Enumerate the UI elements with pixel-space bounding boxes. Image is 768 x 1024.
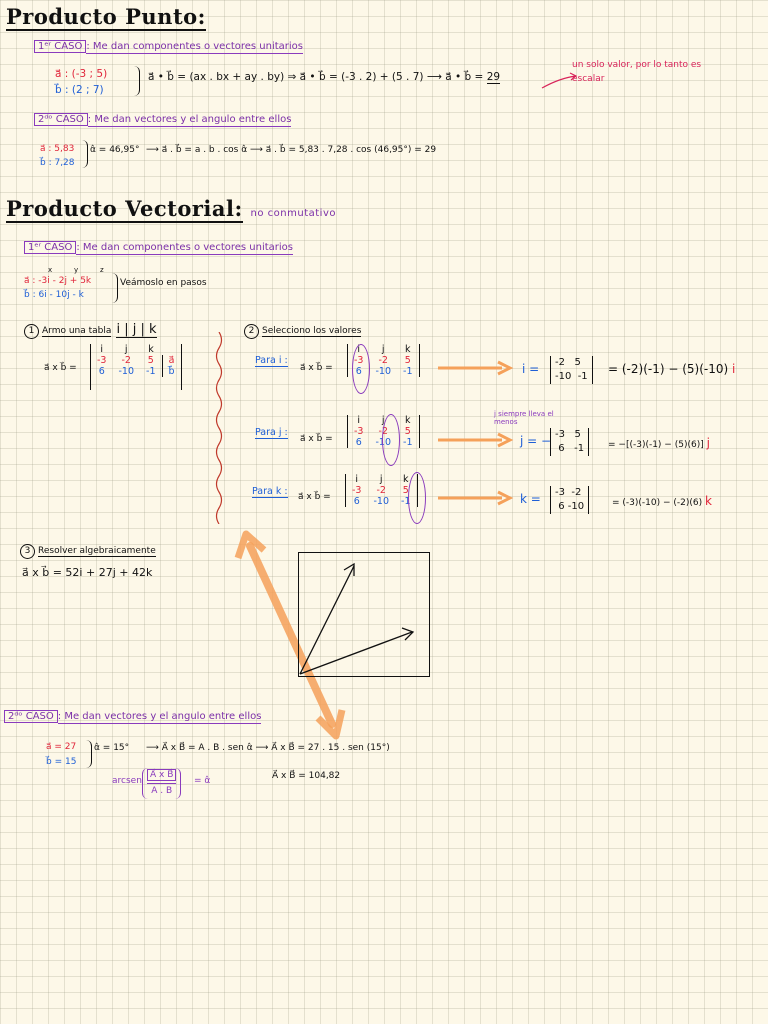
circle-i-column (352, 344, 370, 394)
vector-diagram (298, 552, 430, 678)
dot-formula: a⃗ • b⃗ = (ax . bx + ay . by) ⇒ a⃗ • b⃗ = (-3 . 2) + (5 . 7) ⟶ a⃗ • b⃗ = 29 (148, 71, 501, 83)
res-j: = −[(-3)(-1) − (5)(6)] j (608, 436, 710, 450)
axb-label-j: a⃗ x b⃗ = (300, 434, 333, 444)
res-j-label: j = − (520, 434, 552, 448)
dot-case2-desc: : Me dan vectores y el angulo entre ellos (87, 114, 292, 125)
cross-angle: α̂ = 15° (94, 743, 130, 753)
dot-scalar-note: un solo valor, por lo tanto es escalar (572, 60, 702, 84)
res-k-label: k = (520, 492, 541, 506)
cross-case1-label: 1ᵉʳ CASO (24, 241, 76, 254)
res-i: = (-2)(-1) − (5)(-10) i (608, 362, 736, 376)
para-k-label: Para k : (252, 486, 288, 497)
cross-result-2: A⃗ x B⃗ = 104,82 (272, 771, 341, 781)
step2-heading: 2 Selecciono los valores (244, 318, 361, 339)
res-i-label: i = (522, 362, 540, 376)
dot-case1-heading (34, 41, 303, 52)
dot-angle: α̂ = 46,95° (90, 145, 140, 155)
res-k: = (-3)(-10) − (-2)(6) k (612, 494, 712, 508)
cross-case2-label: 2ᵈᵒ CASO (4, 710, 58, 723)
dot-case1-label: 1ᵉʳ CASO (34, 40, 86, 53)
matrix-i: i j k -3 -2 5 6 -10 -1 (347, 344, 420, 377)
arrow-k (436, 490, 514, 506)
circle-k-column (408, 472, 426, 524)
cross-a-magnitude: a⃗ = 27 (46, 742, 77, 752)
matrix-table: i j k -3 -2 5 a⃗ 6 -10 -1 b⃗ (90, 344, 182, 390)
dot-note-arrow (540, 70, 580, 92)
dot-product-title: Producto Punto: (6, 4, 206, 29)
axis-z-label: z (100, 266, 104, 274)
cross-product-title: Producto Vectorial: no conmutativo (6, 196, 336, 221)
arcsen-fraction: A⃗ x B⃗ A . B (142, 768, 181, 799)
dot-case2-heading (34, 114, 291, 125)
dot-vector-a: a⃗ : (-3 ; 5) (55, 68, 108, 80)
cross-vector-b: b⃗ : 6i - 10j - k (24, 290, 84, 300)
cross-brace (112, 273, 118, 303)
non-commutative-note: no conmutativo (250, 208, 336, 219)
axis-y-label: y (74, 266, 79, 274)
axb-label-1: a⃗ x b⃗ = (44, 363, 77, 373)
cross-vector-a: a⃗ : -3i - 2j + 5k (24, 276, 92, 286)
cross-case1-desc: : Me dan componentes o vectores unitarios (76, 242, 294, 253)
dot-vector-b: b⃗ : (2 ; 7) (55, 84, 104, 96)
cross-formula-2: ⟶ A⃗ x B⃗ = A . B . sen α̂ ⟶ A⃗ x B⃗ = 27 . 15 . sen (15°) (146, 743, 390, 753)
cross-case1-heading (24, 242, 293, 253)
cross-brace-2 (86, 740, 92, 768)
dot-brace-2 (82, 140, 88, 168)
cross-result: a⃗ x b⃗ = 52i + 27j + 42k (22, 566, 153, 579)
dot-formula-2: ⟶ a⃗ . b⃗ = a . b . cos α̂ ⟶ a⃗ . b⃗ = 5,83 . 7,28 . cos (46,95°) = 29 (146, 145, 437, 155)
step1-heading: 1 Armo una tabla i | j | k (24, 318, 157, 339)
wavy-separator (212, 332, 226, 524)
steps-note: Veámoslo en pasos (120, 278, 207, 288)
det-k: -3 -2 6 -10 (550, 486, 589, 514)
dot-case2-label: 2ᵈᵒ CASO (34, 113, 88, 126)
circle-j-column (382, 414, 400, 466)
axb-label-k: a⃗ x b⃗ = (298, 492, 331, 502)
det-j: -3 5 6 -1 (550, 428, 589, 456)
ijk-header: i | j | k (116, 322, 157, 337)
para-j-label: Para j : (255, 427, 288, 438)
matrix-j: i j k -3 -2 5 6 -10 -1 (347, 415, 420, 448)
arcsen-equals: = α̂ (194, 776, 211, 786)
matrix-k: i j k -3 -2 5 6 -10 -1 (345, 474, 418, 507)
det-i: -2 5 -10 -1 (550, 356, 593, 384)
axb-label-i: a⃗ x b⃗ = (300, 363, 333, 373)
dot-b-magnitude: b⃗ : 7,28 (40, 158, 75, 168)
cross-case2-heading (4, 711, 261, 722)
dot-a-magnitude: a⃗ : 5,83 (40, 144, 75, 154)
para-i-label: Para i : (255, 355, 288, 366)
arcsen-label: arcsen (112, 776, 142, 786)
step3-heading: 3 Resolver algebraicamente (20, 538, 156, 559)
j-minus-note: j siempre lleva el menos (494, 410, 554, 426)
cross-b-magnitude: b⃗ = 15 (46, 757, 77, 767)
arrow-i (436, 360, 514, 376)
dot-case1-desc: : Me dan componentes o vectores unitarios (86, 41, 304, 52)
dot-brace (134, 66, 140, 96)
axis-x-label: x (48, 266, 53, 274)
arrow-j (436, 432, 514, 448)
cross-case2-desc: : Me dan vectores y el angulo entre ellos (57, 711, 262, 722)
dot-result: 29 (486, 71, 501, 83)
